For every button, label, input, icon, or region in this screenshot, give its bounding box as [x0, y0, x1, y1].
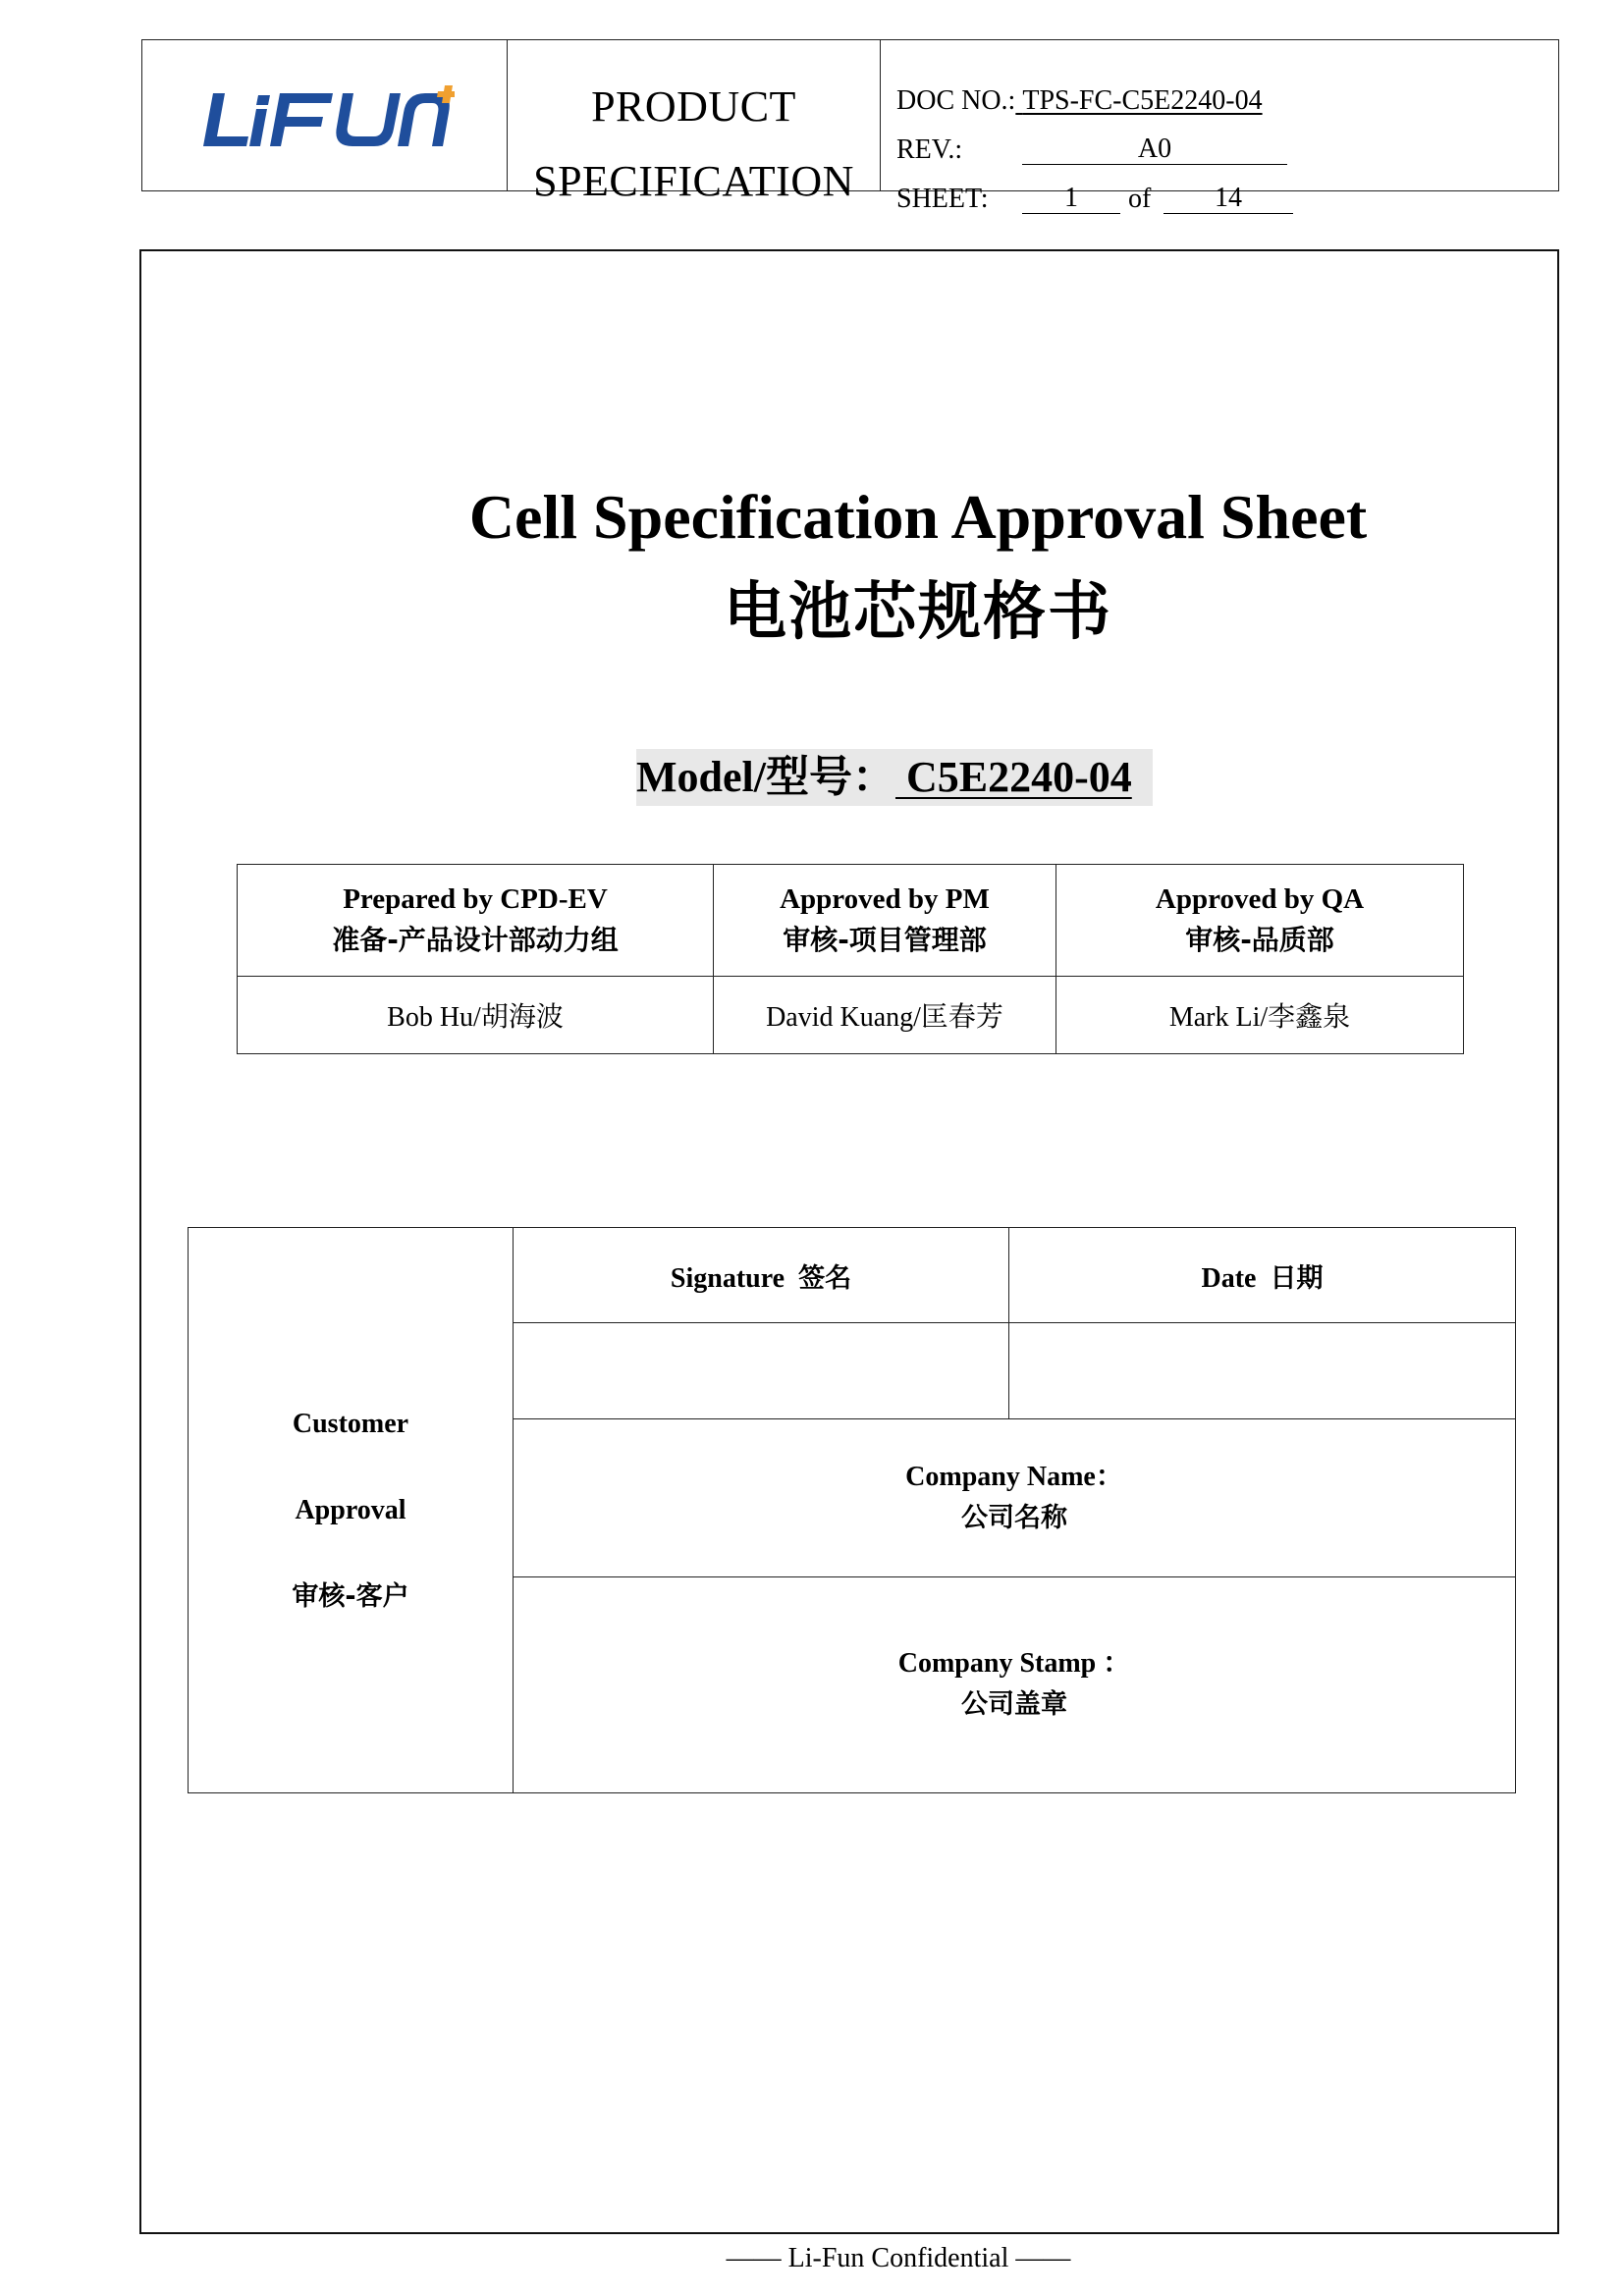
doc-no-row	[896, 85, 1263, 117]
company-stamp-field[interactable]	[514, 1576, 1516, 1792]
customer-header-row	[189, 1228, 1516, 1323]
signature-field[interactable]	[514, 1323, 1009, 1419]
date-header	[1009, 1228, 1516, 1323]
rev-row	[896, 133, 1172, 166]
date-label-cn: 日期	[1270, 1262, 1324, 1294]
document-header	[141, 39, 1559, 214]
sheet-value: 1	[1022, 184, 1120, 214]
company-name-label-cn: 公司名称	[961, 1502, 1067, 1533]
company-stamp-label-en: Company Stamp ：	[897, 1648, 1131, 1680]
approval-role-en: Prepared by CPD-EV	[343, 883, 608, 916]
model-value: C5E2240-04	[894, 753, 1132, 801]
rev-value: A0	[1022, 134, 1287, 165]
approver-name: Mark Li/李鑫泉	[1056, 976, 1464, 1053]
main-subtitle: 电池芯规格书	[724, 576, 1112, 649]
confidential-footer: —— Li-Fun Confidential ——	[726, 2243, 1071, 2273]
signature-label-cn: 签名	[798, 1262, 852, 1294]
lifun-logo	[199, 80, 455, 158]
meta-cell	[881, 40, 1558, 214]
company-stamp-label-cn: 公司盖章	[961, 1689, 1067, 1721]
rev-label: REV.:	[896, 134, 963, 165]
header-title-line1: PRODUCT	[591, 82, 796, 131]
company-name-label-en: Company Name：	[905, 1461, 1123, 1492]
doc-no-label: DOC NO.:	[896, 85, 1016, 116]
sheet-of: of	[1128, 184, 1152, 214]
approval-role-cn: 审核-项目管理部	[783, 924, 987, 957]
approver-name: David Kuang/匡春芳	[714, 976, 1056, 1053]
header-title-line2: SPECIFICATION	[533, 157, 854, 205]
model-line	[636, 749, 1153, 806]
customer-approval-table	[188, 1227, 1516, 1793]
signature-label-en: Signature	[670, 1262, 785, 1294]
date-label-en: Date	[1201, 1262, 1257, 1294]
model-label: Model/型号：	[636, 753, 895, 801]
doc-no-value: TPS-FC-C5E2240-04	[1022, 85, 1263, 116]
approval-role-en: Approved by PM	[780, 883, 990, 916]
customer-label-line1: Customer	[292, 1408, 409, 1439]
company-name-field[interactable]	[514, 1419, 1516, 1576]
approval-role-en: Approved by QA	[1155, 883, 1365, 916]
sheet-row	[896, 183, 1242, 215]
sheet-total: 14	[1164, 184, 1293, 214]
title-cell	[508, 40, 881, 205]
approval-table	[237, 864, 1464, 1054]
approval-names-row	[238, 976, 1464, 1053]
signature-header	[514, 1228, 1009, 1323]
approval-header-cell	[1056, 865, 1464, 977]
customer-label-line3: 审核-客户	[292, 1580, 409, 1612]
approval-header-cell	[714, 865, 1056, 977]
approver-name: Bob Hu/胡海波	[238, 976, 714, 1053]
customer-approval-label	[189, 1228, 514, 1793]
approval-role-cn: 审核-品质部	[1185, 924, 1334, 957]
date-field[interactable]	[1009, 1323, 1516, 1419]
logo-cell	[142, 40, 508, 190]
approval-header-cell	[238, 865, 714, 977]
approval-header-row	[238, 865, 1464, 977]
main-title: Cell Specification Approval Sheet	[468, 482, 1368, 552]
customer-label-line2: Approval	[295, 1494, 406, 1525]
sheet-label: SHEET:	[896, 184, 989, 214]
approval-role-cn: 准备-产品设计部动力组	[332, 924, 619, 957]
